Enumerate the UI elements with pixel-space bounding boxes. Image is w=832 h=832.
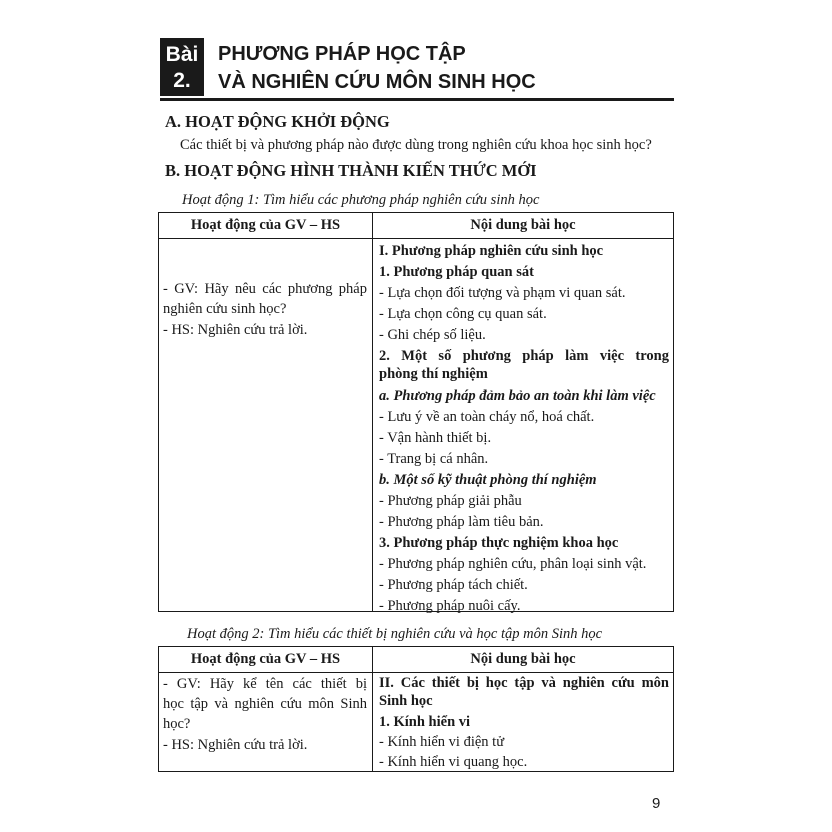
section-a-text: Các thiết bị và phương pháp nào được dùng trong nghiên cứu khoa học sinh học? xyxy=(180,137,652,153)
section-b-heading: B. HOẠT ĐỘNG HÌNH THÀNH KIẾN THỨC MỚI xyxy=(165,161,537,180)
activity-1-content-cell xyxy=(379,241,669,614)
list-item: - Lựa chọn công cụ quan sát. xyxy=(379,306,547,322)
list-item: - Phương pháp nghiên cứu, phân loại sinh vật. xyxy=(379,556,647,572)
list-item: - HS: Nghiên cứu trả lời. xyxy=(163,322,308,338)
column-header-content: Nội dung bài học xyxy=(470,217,576,233)
list-item: nghiên cứu sinh học? xyxy=(163,301,287,317)
content-heading: 2. Một số phương pháp làm việc trong xyxy=(379,348,669,364)
list-item: - Lựa chọn đối tượng và phạm vi quan sát. xyxy=(379,285,626,301)
content-heading: II. Các thiết bị học tập và nghiên cứu môn xyxy=(379,675,669,691)
title-underline xyxy=(160,98,674,101)
list-item: - Kính hiển vi điện tử xyxy=(379,734,505,750)
content-heading: I. Phương pháp nghiên cứu sinh học xyxy=(379,243,604,259)
content-heading: 3. Phương pháp thực nghiệm khoa học xyxy=(379,535,619,551)
lesson-title-line-1: PHƯƠNG PHÁP HỌC TẬP xyxy=(218,43,466,65)
lesson-title xyxy=(218,40,698,96)
list-item: - GV: Hãy nêu các phương pháp xyxy=(163,281,367,297)
content-heading: 1. Kính hiển vi xyxy=(379,714,471,730)
list-item: - Phương pháp giải phẫu xyxy=(379,493,522,509)
lesson-badge-label: Bài xyxy=(165,43,199,66)
content-subheading: a. Phương pháp đảm bảo an toàn khi làm việc xyxy=(379,388,656,404)
list-item: - Ghi chép số liệu. xyxy=(379,327,486,343)
list-item: - Kính hiển vi quang học. xyxy=(379,754,528,770)
column-divider xyxy=(372,647,373,771)
list-item: - Lưu ý về an toàn cháy nổ, hoá chất. xyxy=(379,409,595,425)
column-header-content: Nội dung bài học xyxy=(470,651,576,667)
activity-2-teacher-student-cell xyxy=(163,674,367,764)
activity-2-table xyxy=(158,646,674,772)
activity-1-table xyxy=(158,212,674,612)
column-divider xyxy=(372,213,373,611)
activity-1-teacher-student-cell xyxy=(163,279,367,349)
content-heading: Sinh học xyxy=(379,693,433,709)
lesson-badge xyxy=(160,38,204,96)
content-subheading: b. Một số kỹ thuật phòng thí nghiệm xyxy=(379,472,597,488)
list-item: học tập và nghiên cứu môn Sinh xyxy=(163,696,367,712)
list-item: - Vận hành thiết bị. xyxy=(379,430,492,446)
lesson-title-line-2: VÀ NGHIÊN CỨU MÔN SINH HỌC xyxy=(218,71,536,93)
list-item: - HS: Nghiên cứu trả lời. xyxy=(163,737,308,753)
activity-2-title: Hoạt động 2: Tìm hiểu các thiết bị nghiên cứu và học tập môn Sinh học xyxy=(187,626,603,642)
list-item: - Trang bị cá nhân. xyxy=(379,451,489,467)
list-item: - GV: Hãy kể tên các thiết bị xyxy=(163,676,367,692)
lesson-badge-number: 2. xyxy=(173,69,191,92)
list-item: - Phương pháp tách chiết. xyxy=(379,577,528,593)
activity-2-content-cell xyxy=(379,673,669,771)
table-header-row xyxy=(159,647,673,673)
list-item: học? xyxy=(163,716,191,732)
page-number: 9 xyxy=(652,795,661,812)
list-item: - Phương pháp làm tiêu bản. xyxy=(379,514,544,530)
column-header-activity: Hoạt động của GV – HS xyxy=(190,651,341,667)
table-header-row xyxy=(159,213,673,239)
activity-1-title: Hoạt động 1: Tìm hiểu các phương pháp nghiên cứu sinh học xyxy=(182,192,540,208)
content-heading: phòng thí nghiệm xyxy=(379,366,488,382)
content-heading: 1. Phương pháp quan sát xyxy=(379,264,534,280)
list-item: - Phương pháp nuôi cấy. xyxy=(379,598,521,614)
column-header-activity: Hoạt động của GV – HS xyxy=(190,217,341,233)
section-a-heading: A. HOẠT ĐỘNG KHỞI ĐỘNG xyxy=(165,112,390,131)
